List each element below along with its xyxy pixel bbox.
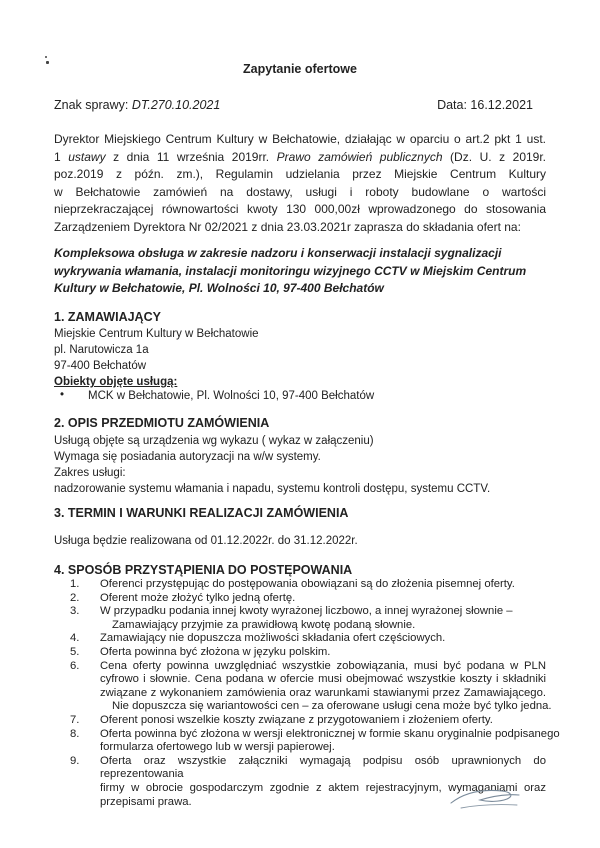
section-4-heading: 4. SPOSÓB PRZYSTĄPIENIA DO POSTĘPOWANIA: [54, 563, 353, 577]
objects-label: Obiekty objęte usługą:: [54, 376, 178, 388]
document-page: Zapytanie ofertowe Znak sprawy: DT.270.10.2021 Data: 16.12.2021 Dyrektor Miejskiego Centrum Kultury w Bełchatowie, działając w oparciu o art.2 pkt 1 ust. 1 ustawy z dnia 11 września 2019rr. Prawo zamówień publicznych (Dz. U. z 2019r. poz.2019 z późn. zm.), Regulamin udzielania przez Miejskie Centrum Kultury w Bełchatowie zamówień na dostawy, usługi i roboty budowlane o wartości nieprzekraczającej równowartości kwoty 130 000,00zł wprowadzonego do stosowania Zarządzeniem Dyrektora Nr 02/2021 z dnia 23.03.2021r zaprasza do składania ofert na: Kompleksowa obsługa w zakresie nadzoru i konserwacji instalacji sygnalizacji wykrywania włamania, instalacji monitoringu wizyjnego CCTV w Miejskim Centrum Kultury w Bełchatowie, Pl. Wolności 10, 97-400 Bełchatów 1. ZAMAWIAJĄCY Miejskie Centrum Kultury w Bełchatowie pl. Narutowicza 1a 97-400 Bełchatów Obiekty objęte usługą: • MCK w Bełchatowie, Pl. Wolności 10, 97-400 Bełchatów 2. OPIS PRZEDMIOTU ZAMÓWIENIA Usługą objęte są urządzenia wg wykazu ( wykaz w załączeniu) Wymaga się posiadania autoryzacji na w/w systemy. Zakres usługi: nadzorowanie systemu włamania i napadu, systemu kontroli dostępu, systemu CCTV. 3. TERMIN I WARUNKI REALIZACJI ZAMÓWIENIA Usługa będzie realizowana od 01.12.2022r. do 31.12.2022r. 4. SPOSÓB PRZYSTĄPIENIA DO POSTĘPOWANIA 1. Oferenci przystępując do postępowania obowiązani są do złożenia pisemnej oferty. 2. Oferent może złożyć tylko jedną ofertę. 3. W przypadku podania innej kwoty wyrażonej liczbowo, a innej wyrażonej słownie – Zamawiający przyjmie za prawidłową kwotę podaną słownie. 4. Zamawiający nie dopuszcza możliwości składania ofert częściowych. 5. Oferta powinna być złożona w języku polskim. 6. Cena oferty powinna uwzględniać wszystkie zobowiązania, musi być podana w PLN cyfrowo i słownie. Cena podana w ofercie musi obejmować wszystkie koszty i składniki związane z wykonaniem zamówienia oraz warunkami stawianymi przez Zamawiającego. Nie dopuszcza się wariantowości cen – za oferowane usługi cena może być tylko jedna. 7. Oferent ponosi wszelkie koszty związane z przygotowaniem i złożeniem oferty. 8. Oferta powinna być złożona w wersji elektronicznej w formie skanu oryginalnie podpisanego formularza ofertowego lub w wersji papierowej. 9. Oferta oraz wszystkie załączniki wymagają podpisu osób uprawnionych do reprezentowania firmy w obrocie gospodarczym zgodnie z aktem rejestracyjnym, wymaganiami oraz przepisami prawa.: [0, 0, 600, 848]
list-item: 5. Oferta powinna być złożona w języku polskim.: [70, 645, 331, 658]
procedure-list: [54, 578, 560, 809]
intro-line: Zarządzeniem Dyrektora Nr 02/2021 z dnia 23.03.2021r zaprasza do składania ofert na:: [54, 219, 521, 234]
list-item: 6. Cena oferty powinna uwzględniać wszystkie zobowiązania, musi być podana w PLN cyfrowo i słownie. Cena podana w ofercie musi obejmować wszystkie koszty i składniki związane z wykonaniem zamówienia oraz warunkami stawianymi przez Zamawiającego. Nie dopuszcza się wariantowości cen – za oferowane usługi cena może być tylko jedna.: [70, 659, 552, 713]
intro-line: 1 ustawy z dnia 11 września 2019rr. Prawo zamówień publicznych (Dz. U. z 2019r.: [54, 149, 547, 164]
case-reference-value: DT.270.10.2021: [131, 98, 221, 112]
list-item: 2. Oferent może złożyć tylko jedną ofertę.: [70, 591, 296, 604]
case-reference: [54, 98, 220, 112]
subject-line: wykrywania włamania, instalacji monitoringu wizyjnego CCTV w Miejskim Centrum: [54, 263, 527, 278]
intro-line: poz.2019 z późn. zm.), Regulamin udzielania przez Miejskie Centrum Kultury: [54, 167, 546, 181]
section-2-line: Usługą objęte są urządzenia wg wykazu ( wykaz w załączeniu): [54, 435, 374, 447]
section-2-line: Wymaga się posiadania autoryzacji na w/w systemy.: [54, 451, 321, 463]
section-2-line: nadzorowanie systemu włamania i napadu, systemu kontroli dostępu, systemu CCTV.: [54, 483, 491, 495]
buyer-street: pl. Narutowicza 1a: [54, 344, 149, 356]
subject-line: Kultury w Bełchatowie, Pl. Wolności 10, 97-400 Bełchatów: [54, 281, 384, 295]
list-item: 9. Oferta oraz wszystkie załączniki wymagają podpisu osób uprawnionych do reprezentowania firmy w obrocie gospodarczym zgodnie z aktem rejestracyjnym, wymaganiami oraz przepisami prawa.: [70, 754, 546, 808]
document-date: Data: 16.12.2021: [437, 98, 533, 112]
document-title: Zapytanie ofertowe: [243, 62, 357, 76]
order-subject: [54, 245, 546, 298]
section-2-line: Zakres usługi:: [54, 467, 126, 479]
list-item: 8. Oferta powinna być złożona w wersji elektronicznej w formie skanu oryginalnie podpisanego formularza ofertowego lub w wersji papierowej.: [70, 727, 560, 754]
section-2-body: [54, 433, 490, 497]
intro-line: w Bełchatowie zamówień na dostawy, usługi i roboty budowlane o wartości: [54, 184, 546, 199]
list-item: 7. Oferent ponosi wszelkie koszty związane z przygotowaniem i złożeniem oferty.: [70, 713, 493, 726]
buyer-city: 97-400 Bełchatów: [54, 360, 147, 372]
intro-paragraph: [54, 131, 546, 236]
list-item: 1. Oferenci przystępując do postępowania obowiązani są do złożenia pisemnej oferty.: [70, 578, 515, 590]
subject-line: Kompleksowa obsługa w zakresie nadzoru i konserwacji instalacji sygnalizacji: [54, 246, 502, 260]
service-period: Usługa będzie realizowana od 01.12.2022r. do 31.12.2022r.: [54, 535, 358, 547]
intro-line: nieprzekraczającej równowartości kwoty 130 000,00zł wprowadzonego do stosowania: [54, 202, 546, 216]
signature-scribble: [447, 778, 525, 816]
list-item: 4. Zamawiający nie dopuszcza możliwości składania ofert częściowych.: [70, 632, 446, 645]
list-item: 3. W przypadku podania innej kwoty wyrażonej liczbowo, a innej wyrażonej słownie – Zamawiający przyjmie za prawidłową kwotę podaną słownie.: [70, 605, 513, 631]
bullet-icon: •: [60, 389, 65, 401]
section-1-heading: 1. ZAMAWIAJĄCY: [54, 310, 161, 324]
buyer-name: Miejskie Centrum Kultury w Bełchatowie: [54, 328, 259, 340]
section-3-heading: 3. TERMIN I WARUNKI REALIZACJI ZAMÓWIENIA: [54, 506, 349, 520]
case-reference-label: Znak sprawy:: [54, 98, 129, 112]
section-3-body: [54, 533, 358, 549]
section-2-heading: 2. OPIS PRZEDMIOTU ZAMÓWIENIA: [54, 416, 270, 430]
intro-line: Dyrektor Miejskiego Centrum Kultury w Bełchatowie, działając w oparciu o art.2 pkt 1 ust.: [54, 132, 546, 146]
section-1-body: [54, 326, 259, 390]
